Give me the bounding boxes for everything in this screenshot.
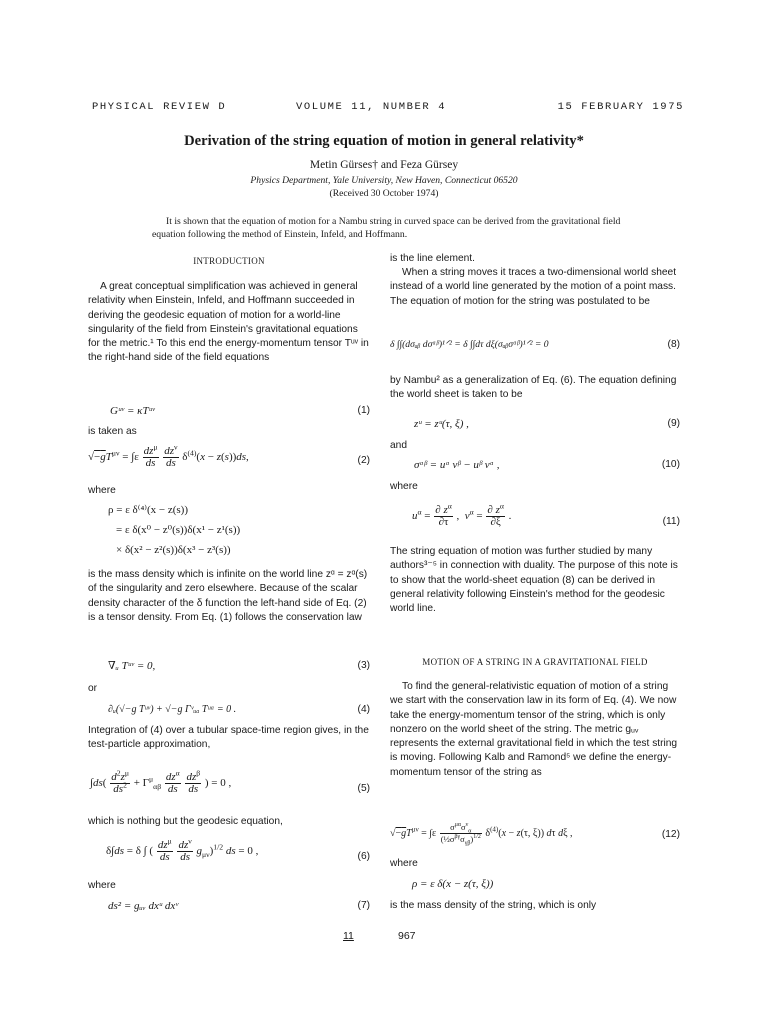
paragraph: A great conceptual simplification was achieved in general relativity when Einstein, Infeld, and Hoffmann succeeded in deriving the geodesic equation of motion for a world-line singularity of the field from Einstein's gravitational equations for the metric.¹ To this end the energy-momentum tensor Tᵘᵛ in the right-hand side of the field equations bbox=[88, 281, 369, 364]
equation-4: ∂ᵤ(√−g Tᵘᵛ) + √−g Γᵛᵤₐ Tᵘᵅ = 0 . (4) bbox=[88, 703, 370, 725]
issue-date: 15 FEBRUARY 1975 bbox=[557, 101, 684, 113]
paragraph: Integration of (4) over a tubular space-time region gives, in the test-particle approximation, bbox=[88, 725, 369, 751]
equation-10: σᵅᵝ = uᵅ vᵝ − uᵝ vᵅ , (10) bbox=[414, 459, 680, 471]
equation-13: ρ = ε δ(x − z(τ, ξ)) bbox=[412, 878, 494, 890]
paragraph: where bbox=[88, 880, 116, 891]
paragraph: where bbox=[390, 481, 418, 492]
equation-number: (6) bbox=[357, 851, 370, 862]
paragraph: is taken as bbox=[88, 426, 137, 437]
paragraph: or bbox=[88, 683, 98, 694]
equation-11: $u^\alpha$ = $\frac{\partial z^\alpha}{\partial\tau}$ , $v^\alpha$ = $\frac{\partial z^\alpha}{\partial\xi}$ . (11) bbox=[412, 501, 680, 528]
journal-name: PHYSICAL REVIEW D bbox=[92, 101, 227, 113]
paragraph: by Nambu² as a generalization of Eq. (6). The equation defining the world sheet is taken to be bbox=[390, 375, 677, 401]
equation-number: (4) bbox=[357, 704, 370, 715]
paragraph: where bbox=[88, 485, 116, 496]
equation-number: (9) bbox=[667, 418, 680, 429]
article-authors: Metin Gürses† and Feza Gürsey bbox=[309, 159, 459, 171]
equation-number: (1) bbox=[357, 405, 370, 416]
equation-number: (8) bbox=[667, 339, 680, 350]
equation-5: ∫ds( $\frac{d^2z^\mu}{ds^2}$ + $\Gamma^\mu_{\alpha\beta}$ $\frac{dz^\alpha}{ds}$ $\frac{dz^\beta}{ds}$ ) = 0 , (5) bbox=[90, 768, 370, 795]
equation-number: (10) bbox=[661, 459, 680, 470]
author-affiliation: Physics Department, Yale University, New Haven, Connecticut 06520 bbox=[250, 175, 518, 186]
section-heading-introduction: INTRODUCTION bbox=[193, 256, 265, 266]
paragraph: The string equation of motion was further studied by many authors³⁻⁵ in connection with duality. The purpose of this note is to show that the world-sheet equation (8) can be derived in general relativity following Einstein's method for the geodesic world line. bbox=[390, 546, 678, 615]
equation-12: $√-gT^{\mu\nu} = \int\varepsilon$ $\frac{\sigma^{\mu\alpha}\sigma^\nu_\alpha}{(\frac{1}{2}\sigma^{\beta\gamma}\sigma_{\gamma\beta})^{1/2}}$ $\delta^{(4)}(x - z(\tau$, ξ)) dτ dξ , (12) bbox=[390, 822, 680, 847]
article-title: Derivation of the string equation of motion in general relativity* bbox=[184, 133, 584, 149]
equation-number: (12) bbox=[661, 829, 680, 840]
equation-8: δ ∫∫(dσₐᵦ dσᵅᵝ)¹ᐟ² = δ ∫∫dτ dξ(σₐᵦσᵅᵝ)¹ᐟ² = 0 (8) bbox=[390, 338, 680, 360]
equation-number: (5) bbox=[357, 783, 370, 794]
equation-rho: ρ = ε δ⁽⁴⁾(x − z(s)) = ε δ(x⁰ − z⁰(s))δ(x¹ − z¹(s)) × δ(x² − z²(s))δ(x³ − z³(s)) bbox=[108, 504, 241, 556]
equation-7: ds² = gᵤᵥ dxᵘ dxᵛ (7) bbox=[108, 900, 370, 912]
equation-9: zᵘ = zᵘ(τ, ξ) , (9) bbox=[414, 418, 680, 430]
equation-number: (7) bbox=[357, 900, 370, 911]
equation-number: (11) bbox=[662, 516, 680, 527]
paragraph: is the mass density of the string, which is only bbox=[390, 900, 597, 911]
paragraph: When a string moves it traces a two-dimensional world sheet instead of a world line generated by the motion of a point mass. The equation of motion for the string was postulated to be bbox=[390, 267, 677, 307]
page-number: 967 bbox=[398, 930, 416, 942]
section-heading-motion: MOTION OF A STRING IN A GRAVITATIONAL FIELD bbox=[422, 657, 648, 667]
paragraph: and bbox=[390, 440, 407, 451]
paragraph: To find the general-relativistic equation of motion of a string we start with the conservation law in its form of Eq. (4). We now take the energy-momentum tensor of the string, which is only nonzero on the world sheet of the string. The metric gᵤᵥ represents the external gravitational field in which the test string is moving. Following Kalb and Ramond⁵ we define the energy-momentum tensor of the string as bbox=[390, 681, 678, 778]
paragraph: is the line element. bbox=[390, 253, 475, 264]
equation-number: (2) bbox=[357, 455, 370, 466]
equation-2: $√-gT^{\mu\nu} = \int\varepsilon$ $\frac{dz^\mu}{ds}$ $\frac{dz^\nu}{ds}$ $\delta^{(4)}(x - z(s))ds$, (2) bbox=[88, 442, 370, 469]
paragraph: which is nothing but the geodesic equation, bbox=[88, 816, 283, 827]
abstract: It is shown that the equation of motion for a Nambu string in curved space can be derived from the gravitational field equation following the method of Einstein, Infeld, and Hoffmann. bbox=[152, 215, 621, 241]
equation-number: (3) bbox=[357, 660, 370, 671]
volume-number: VOLUME 11, NUMBER 4 bbox=[296, 101, 447, 113]
equation-6: δ∫ds = δ ∫ ( $\frac{dz^\mu}{ds}$ $\frac{dz^\nu}{ds}$ $g_{\mu\nu})^{1/2}$ ds = 0 , (6) bbox=[106, 836, 370, 863]
equation-1: Gᵘᵛ = κTᵘᵛ (1) bbox=[110, 405, 370, 417]
paragraph: is the mass density which is infinite on the world line zᵅ = zᵅ(s) of the singularity and zero elsewhere. Because of the scalar density character of the δ function the left-hand side of Eq. (2) is a tensor density. From Eq. (1) follows the conservation law bbox=[88, 569, 368, 623]
equation-3: ∇ᵤ Tᵘᵛ = 0, (3) bbox=[108, 660, 370, 672]
paragraph: where bbox=[390, 858, 418, 869]
footer-volume: 11 bbox=[343, 930, 354, 942]
received-date: (Received 30 October 1974) bbox=[329, 188, 439, 199]
